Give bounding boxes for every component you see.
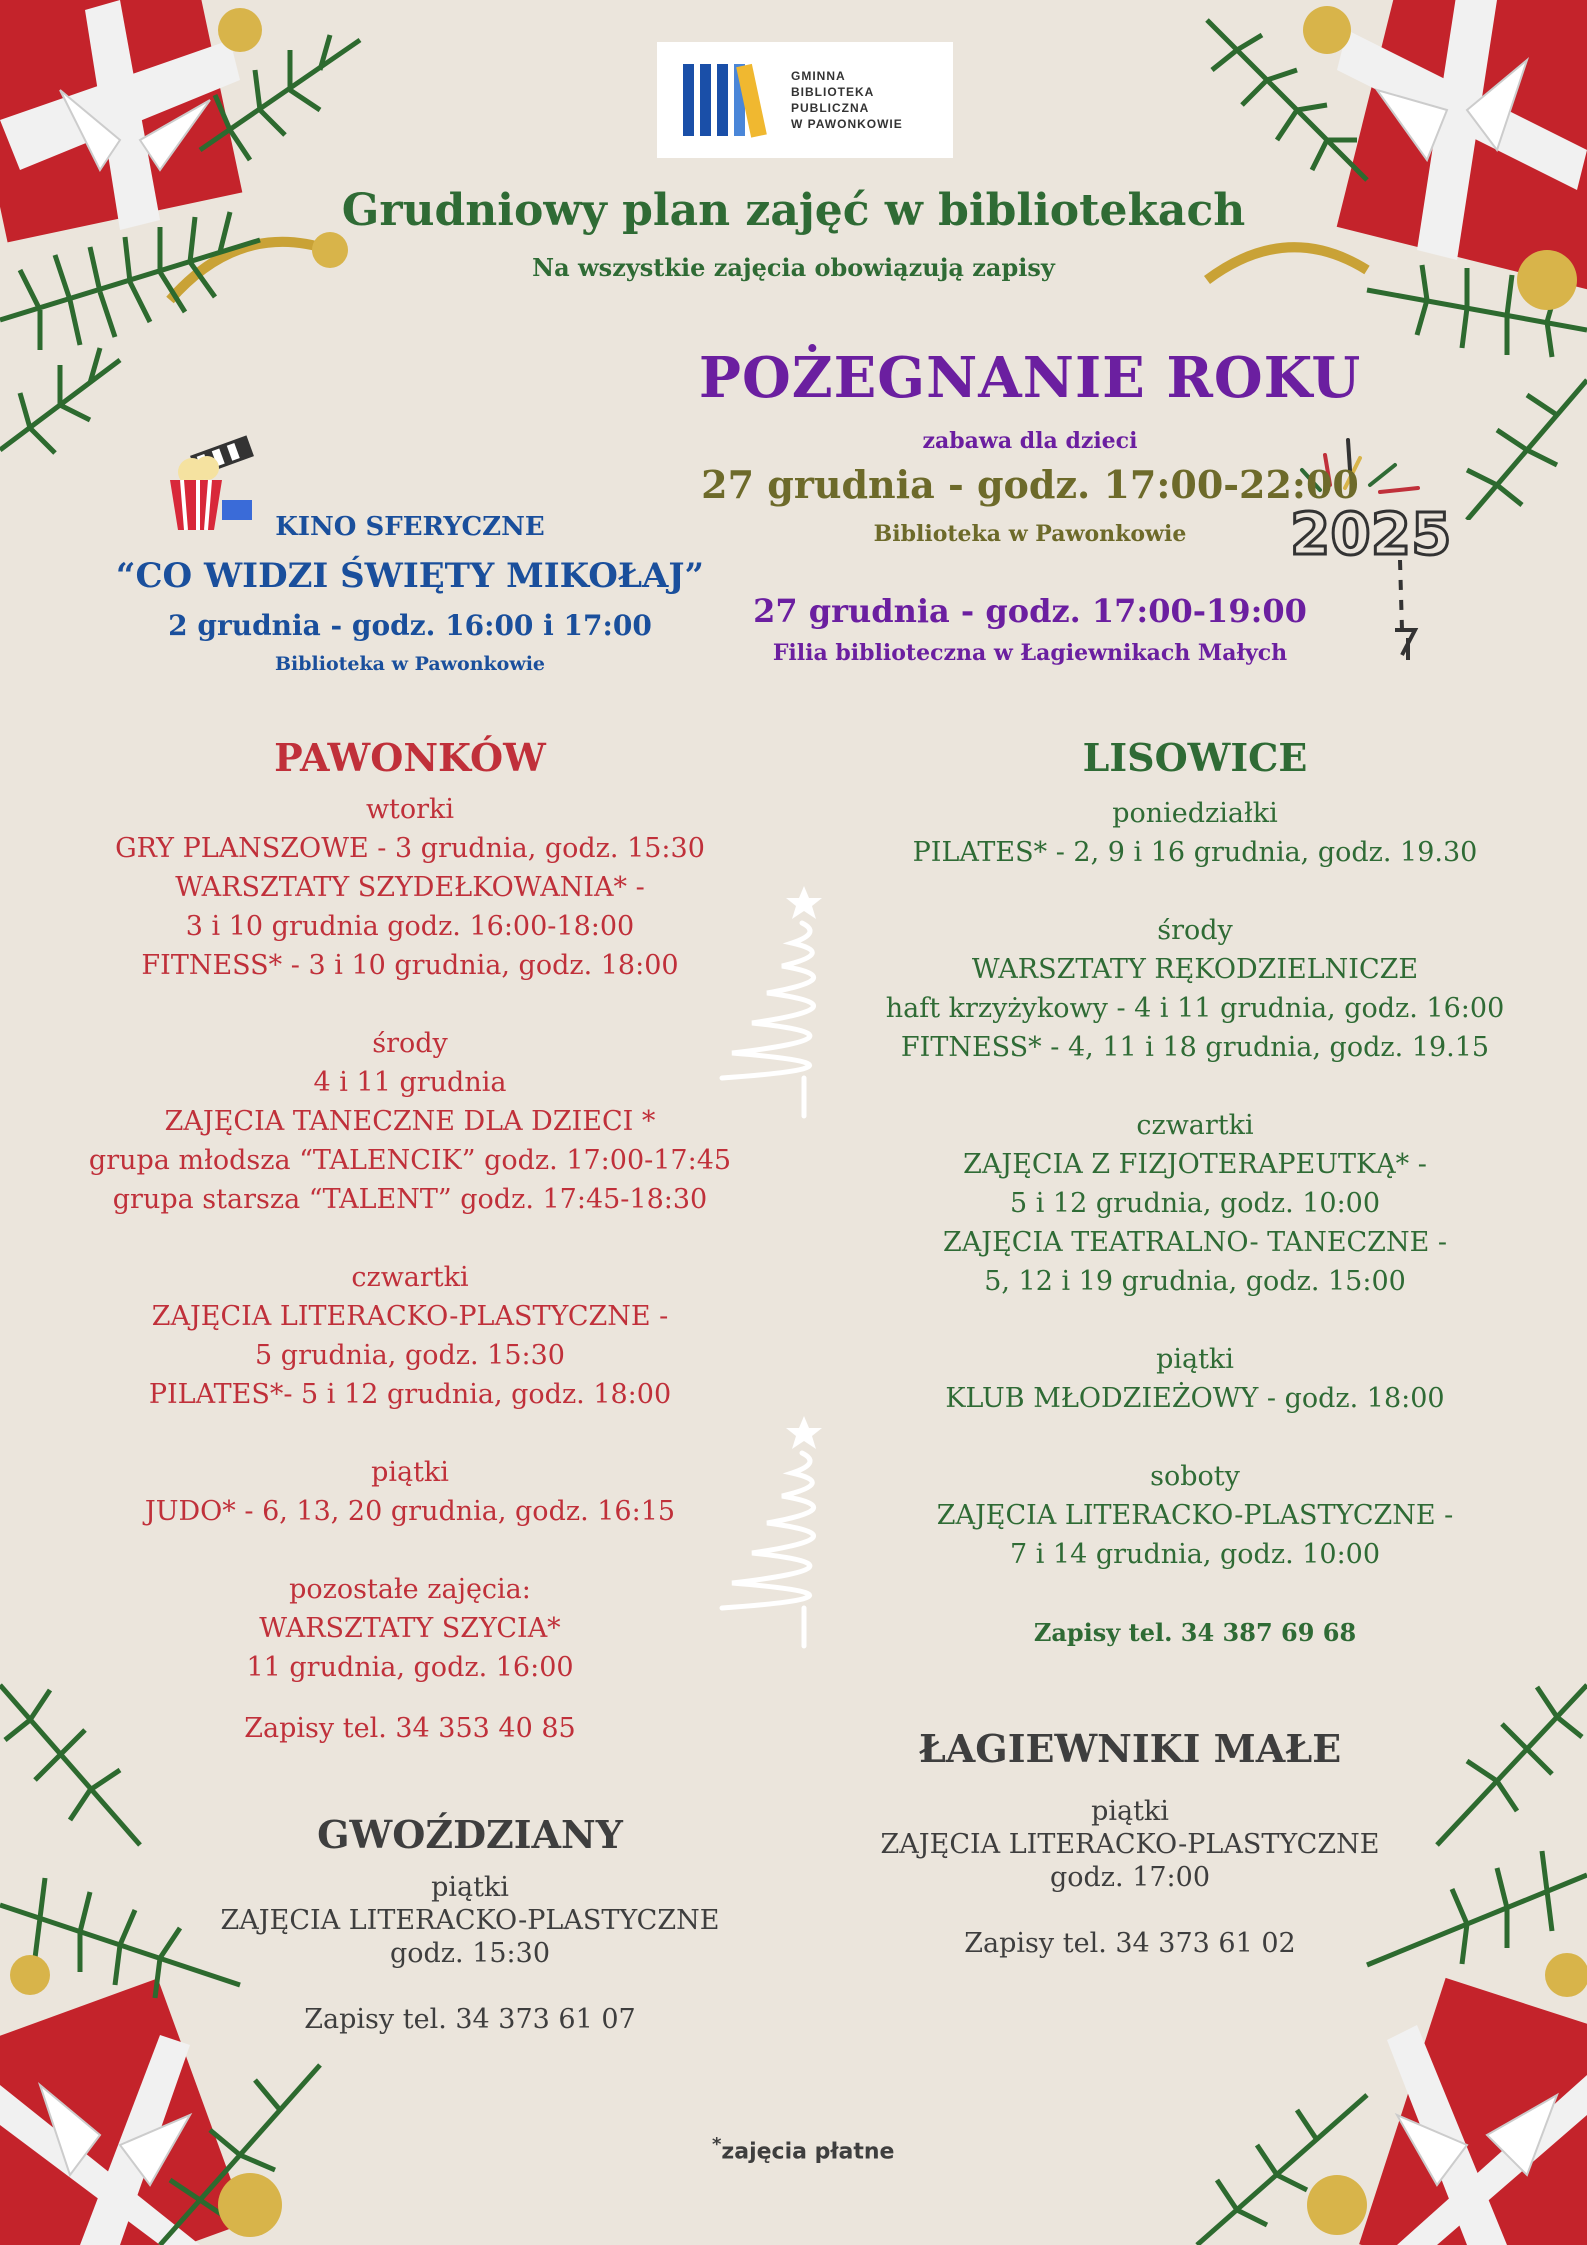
logo-bar (700, 64, 711, 136)
schedule-line: 7 i 14 grudnia, godz. 10:00 (1009, 1539, 1381, 1570)
schedule-line: wtorki (365, 794, 455, 825)
schedule-line: piątki (1156, 1344, 1234, 1375)
schedule-line: piątki (371, 1457, 449, 1488)
schedule-line: środy (372, 1028, 448, 1059)
schedule-line: PILATES* - 2, 9 i 16 grudnia, godz. 19.30 (912, 837, 1478, 868)
schedule-line: 5, 12 i 19 grudnia, godz. 15:00 (984, 1266, 1406, 1297)
farewell-year-place-main: Biblioteka w Pawonkowie (873, 521, 1187, 547)
schedule-line: GRY PLANSZOWE - 3 grudnia, godz. 15:30 (115, 833, 705, 864)
schedule-line: godz. 15:30 (389, 1938, 551, 1969)
cinema-heading: KINO SFERYCZNE (275, 512, 545, 542)
library-logo-text (791, 68, 903, 132)
schedule-line: godz. 17:00 (1049, 1862, 1211, 1893)
schedule-line: soboty (1150, 1461, 1240, 1492)
schedule-line: WARSZTATY RĘKODZIELNICZE (971, 954, 1419, 985)
schedule-line: 4 i 11 grudnia (313, 1067, 507, 1098)
cinema-movie-title: “CO WIDZI ŚWIĘTY MIKOŁAJ” (115, 556, 705, 596)
logo-line: PUBLICZNA (791, 101, 870, 115)
logo-line: BIBLIOTEKA (791, 85, 875, 99)
dashed-trail-icon (1380, 560, 1440, 660)
schedule-line: poniedziałki (1112, 798, 1278, 829)
footnote-text: zajęcia płatne (721, 2139, 895, 2165)
farewell-year-date-branch: 27 grudnia - godz. 17:00-19:00 (753, 592, 1307, 630)
schedule-line: czwartki (351, 1262, 469, 1293)
page-subtitle: Na wszystkie zajęcia obowiązują zapisy (532, 253, 1055, 282)
page-title: Grudniowy plan zajęć w bibliotekach (341, 185, 1246, 236)
schedule-line: ZAJĘCIA LITERACKO-PLASTYCZNE - (151, 1301, 669, 1332)
schedule-line: ZAJĘCIA TANECZNE DLA DZIECI * (164, 1106, 656, 1137)
farewell-year-subheading: zabawa dla dzieci (922, 428, 1138, 454)
christmas-corner-top-left-decoration (0, 0, 380, 480)
schedule-line: środy (1157, 915, 1233, 946)
schedule-line: 11 grudnia, godz. 16:00 (246, 1652, 574, 1683)
schedule-line: 5 i 12 grudnia, godz. 10:00 (1009, 1188, 1381, 1219)
schedule-line: JUDO* - 6, 13, 20 grudnia, godz. 16:15 (144, 1496, 676, 1527)
schedule-line: 5 grudnia, godz. 15:30 (255, 1340, 565, 1371)
footnote (712, 2134, 1012, 2164)
lisowice-section (830, 735, 1560, 1652)
schedule-line: ZAJĘCIA Z FIZJOTERAPEUTKĄ* - (963, 1149, 1427, 1180)
schedule-line: FITNESS* - 4, 11 i 18 grudnia, godz. 19.15 (900, 1032, 1490, 1063)
schedule-line: WARSZTATY SZYDEŁKOWANIA* - (175, 872, 645, 903)
farewell-year-date-main: 27 grudnia - godz. 17:00-22:00 (701, 462, 1359, 507)
phone-line: Zapisy tel. 34 373 61 02 (964, 1928, 1296, 1959)
year-2025-text: 2025 (1290, 500, 1452, 568)
farewell-year-heading: POŻEGNANIE ROKU (698, 345, 1362, 411)
schedule-line: PILATES*- 5 i 12 grudnia, godz. 18:00 (148, 1379, 672, 1410)
library-logo (657, 42, 953, 158)
logo-line: W PAWONKOWIE (791, 117, 903, 131)
phone-line: Zapisy tel. 34 353 40 85 (244, 1713, 576, 1744)
phone-line: Zapisy tel. 34 373 61 07 (304, 2004, 636, 2035)
schedule-line: WARSZTATY SZYCIA* (259, 1613, 561, 1644)
phone-line: Zapisy tel. 34 387 69 68 (1033, 1618, 1357, 1647)
section-heading: ŁAGIEWNIKI MAŁE (918, 1726, 1342, 1771)
schedule-line: ZAJĘCIA LITERACKO-PLASTYCZNE - (936, 1500, 1454, 1531)
logo-line: GMINNA (791, 69, 846, 83)
gwozdziany-section (130, 1812, 810, 2039)
schedule-line: piątki (431, 1872, 509, 1903)
schedule-line: 3 i 10 grudnia godz. 16:00-18:00 (185, 911, 635, 942)
schedule-line: grupa młodsza “TALENCIK” godz. 17:00-17:45 (88, 1145, 732, 1176)
schedule-line: ZAJĘCIA LITERACKO-PLASTYCZNE (220, 1905, 720, 1936)
logo-bar (683, 64, 694, 136)
section-heading: PAWONKÓW (274, 735, 546, 780)
schedule-line: ZAJĘCIA LITERACKO-PLASTYCZNE (880, 1829, 1380, 1860)
lagiewniki-section (790, 1726, 1470, 1963)
cinema-date: 2 grudnia - godz. 16:00 i 17:00 (168, 609, 652, 642)
cinema-place: Biblioteka w Pawonkowie (274, 653, 546, 675)
logo-bar (717, 64, 728, 136)
schedule-line: haft krzyżykowy - 4 i 11 grudnia, godz. 16:00 (885, 993, 1505, 1024)
section-heading: LISOWICE (1082, 735, 1308, 780)
footnote-star: * (712, 2134, 722, 2155)
schedule-line: piątki (1091, 1796, 1169, 1827)
library-logo-mark (683, 64, 767, 136)
schedule-line: FITNESS* - 3 i 10 grudnia, godz. 18:00 (141, 950, 679, 981)
schedule-line: czwartki (1136, 1110, 1254, 1141)
schedule-line: ZAJĘCIA TEATRALNO- TANECZNE - (943, 1227, 1447, 1258)
schedule-line: KLUB MŁODZIEŻOWY - godz. 18:00 (945, 1383, 1445, 1414)
farewell-year-place-branch: Filia biblioteczna w Łagiewnikach Małych (772, 640, 1288, 666)
schedule-line: grupa starsza “TALENT” godz. 17:45-18:30 (112, 1184, 708, 1215)
schedule-line: pozostałe zajęcia: (289, 1574, 531, 1605)
pawonkow-section (40, 735, 780, 1748)
section-heading: GWOŹDZIANY (317, 1812, 623, 1857)
